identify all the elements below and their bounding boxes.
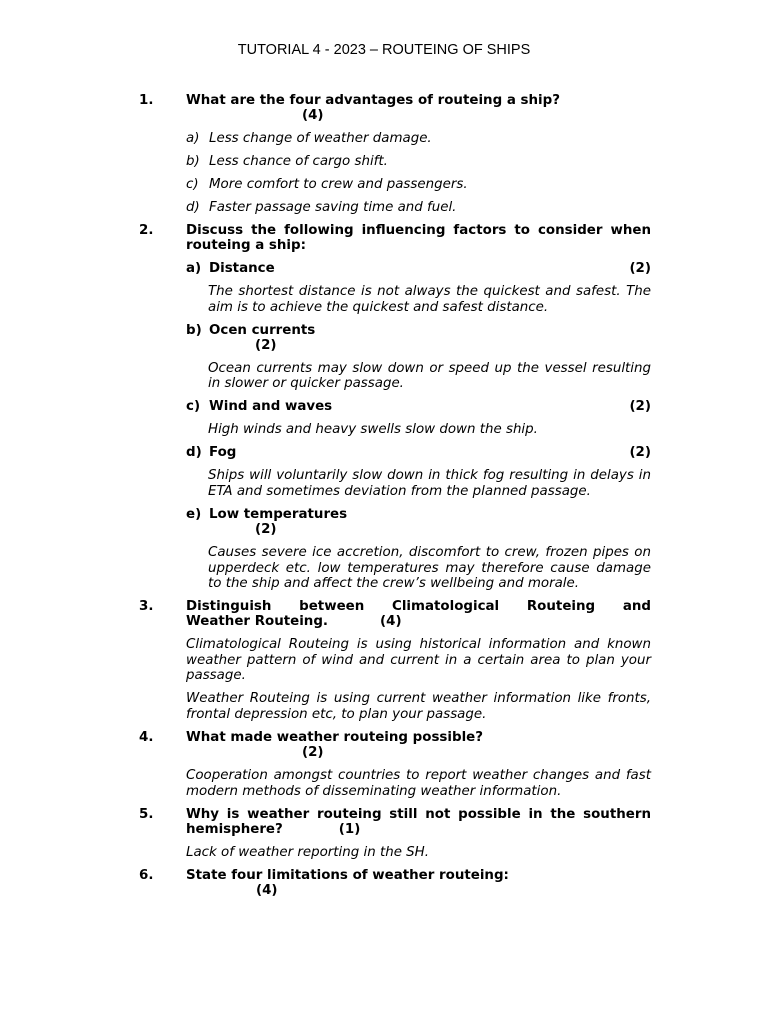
question-number: 5. <box>139 806 154 822</box>
sub-letter: c) <box>186 399 201 415</box>
question-marks: (2) <box>302 745 324 761</box>
answer-text: Lack of weather reporting in the SH. <box>186 844 430 860</box>
sub-text: Ocen currents <box>209 322 316 338</box>
question-number: 2. <box>139 222 154 238</box>
question-marks: (1) <box>338 821 361 837</box>
question-4 <box>139 730 651 761</box>
question-marks: (4) <box>380 614 402 630</box>
answer-text: Ocean currents may slow down or speed up the vessel resulting in slower or quicker passage. <box>208 361 651 392</box>
sub-text: Distance <box>209 261 275 277</box>
answer-text: Climatological Routeing is using historical information and known weather pattern of wind and current in a certain area to plan your passage. <box>186 637 651 684</box>
sub-marks: (2) <box>255 522 277 538</box>
sub-marks: (2) <box>629 399 651 415</box>
option-letter: b) <box>186 153 200 169</box>
option-letter: a) <box>186 130 200 146</box>
question-marks: (4) <box>256 883 278 899</box>
question-1 <box>139 93 651 124</box>
question-marks: (4) <box>302 108 324 124</box>
question-number: 3. <box>139 599 154 615</box>
question-text: What are the four advantages of routeing a ship? <box>186 93 560 108</box>
sub-letter: e) <box>186 506 202 522</box>
option-text: Less change of weather damage. <box>209 130 432 146</box>
sub-marks: (2) <box>255 338 277 354</box>
sub-question-ocean-currents <box>186 323 651 354</box>
question-2 <box>139 223 651 254</box>
question-6 <box>139 868 651 899</box>
sub-question-low-temperatures <box>186 507 651 538</box>
answer-text: Weather Routeing is using current weather information like fronts, frontal depression etc, to plan your passage. <box>186 691 651 722</box>
answer-option <box>186 200 651 215</box>
question-text: What made weather routeing possible? <box>186 729 484 745</box>
question-text: State four limitations of weather routeing: <box>186 867 509 883</box>
page-title: TUTORIAL 4 - 2023 – ROUTEING OF SHIPS <box>237 42 531 58</box>
answer-text: Causes severe ice accretion, discomfort to crew, frozen pipes on upperdeck etc. low temperatures may therefore cause damage to the ship and affect the crew’s wellbeing and morale. <box>208 545 651 592</box>
sub-text: Wind and waves <box>209 399 333 415</box>
question-5 <box>139 807 651 838</box>
question-number: 6. <box>139 867 154 883</box>
question-number: 4. <box>139 729 154 745</box>
answer-option <box>186 177 651 192</box>
sub-text: Fog <box>209 445 237 461</box>
sub-question-distance <box>186 261 651 276</box>
question-text-line: Distinguish between Climatological Routeing and <box>186 599 651 615</box>
question-text-line: Weather Routeing. (4) <box>186 614 402 630</box>
question-3 <box>139 599 651 630</box>
answer-option <box>186 131 651 146</box>
tutorial-content <box>139 93 651 899</box>
option-text: Faster passage saving time and fuel. <box>209 199 457 215</box>
sub-letter: a) <box>186 261 202 277</box>
option-letter: d) <box>186 199 200 215</box>
answer-text: Ships will voluntarily slow down in thick fog resulting in delays in ETA and sometimes deviation from the planned passage. <box>208 468 651 499</box>
answer-text: High winds and heavy swells slow down the ship. <box>208 422 538 438</box>
option-text: More comfort to crew and passengers. <box>209 176 468 192</box>
option-letter: c) <box>186 176 199 192</box>
sub-marks: (2) <box>629 445 651 461</box>
sub-letter: b) <box>186 322 202 338</box>
question-text: Discuss the following influencing factors to consider when routeing a ship: <box>186 222 651 254</box>
option-text: Less chance of cargo shift. <box>209 153 388 169</box>
sub-letter: d) <box>186 445 202 461</box>
sub-text: Low temperatures <box>209 506 348 522</box>
sub-question-fog <box>186 445 651 460</box>
question-text-line: Why is weather routeing still not possible in the southern <box>186 806 651 822</box>
answer-option <box>186 154 651 169</box>
answer-text: The shortest distance is not always the quickest and safest. The aim is to achieve the quickest and safest distance. <box>208 284 651 315</box>
sub-question-wind-waves <box>186 399 651 414</box>
question-number: 1. <box>139 93 154 108</box>
question-text-line: hemisphere? (1) <box>186 821 361 837</box>
sub-marks: (2) <box>629 261 651 277</box>
answer-text: Cooperation amongst countries to report weather changes and fast modern methods of disseminating weather information. <box>186 768 651 799</box>
